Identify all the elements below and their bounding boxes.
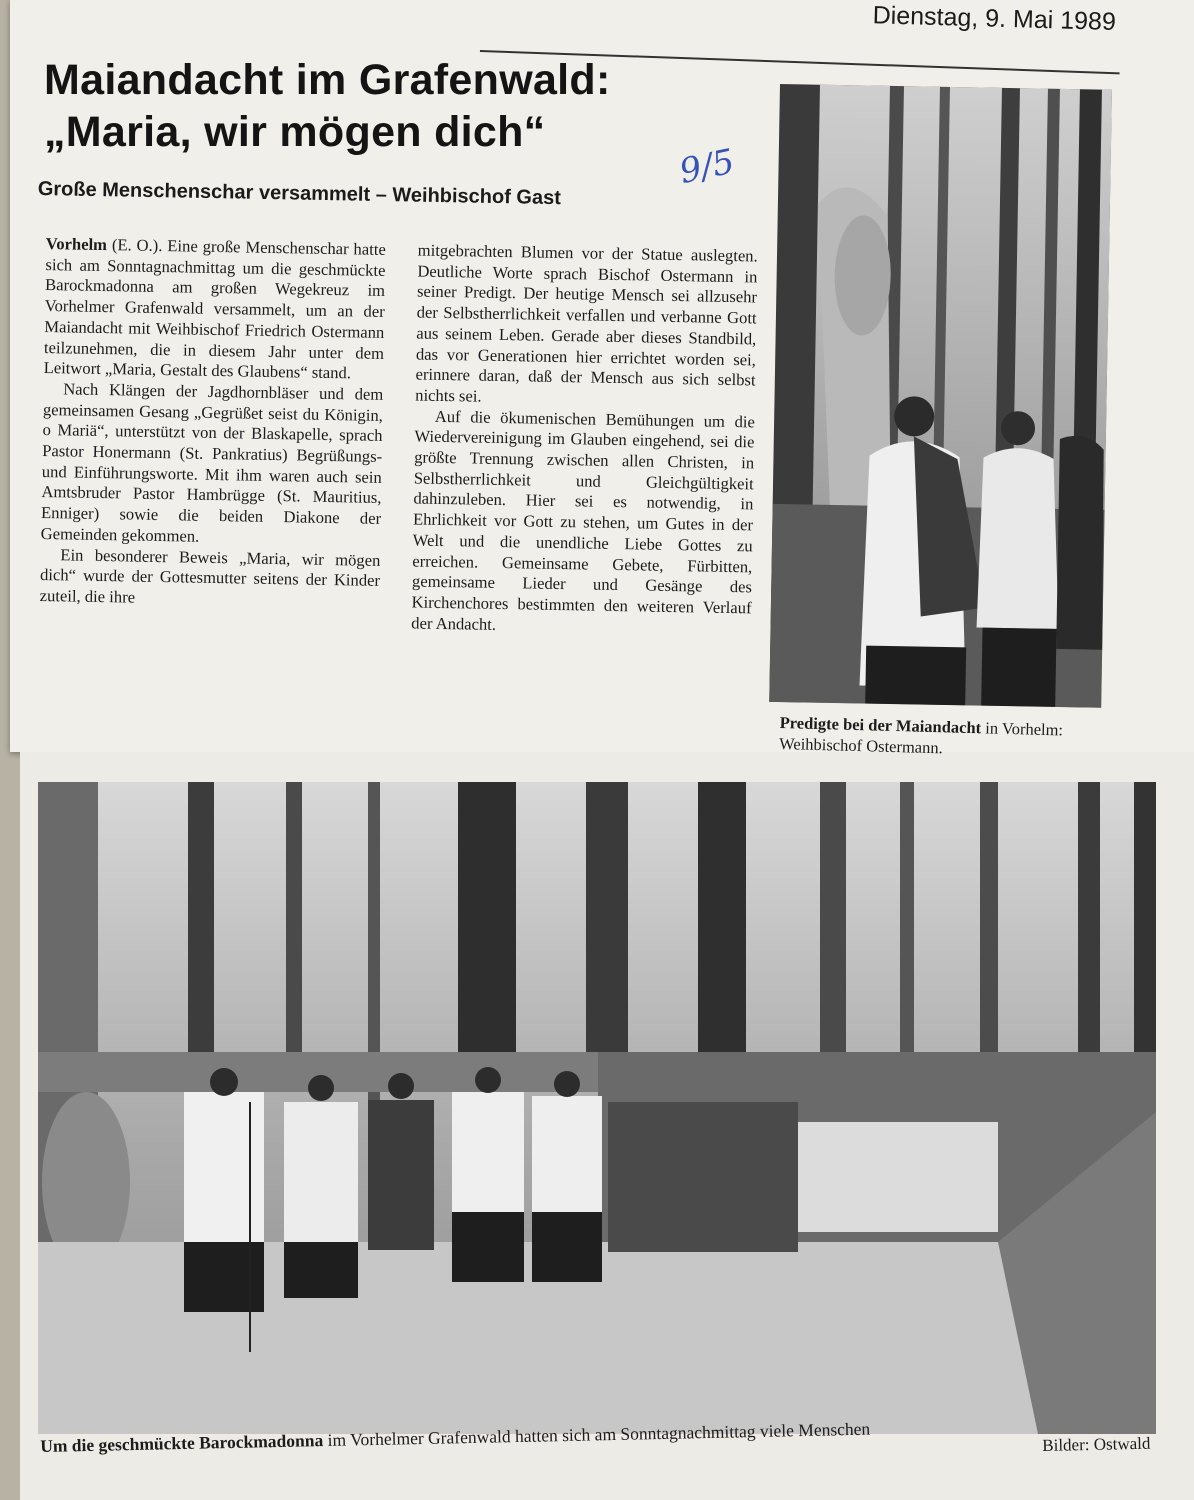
photo-sermon-image <box>769 84 1112 708</box>
photo-crowd-image <box>38 782 1156 1434</box>
photo-sermon-caption <box>779 712 1120 763</box>
dateline: Vorhelm <box>45 234 108 255</box>
article-paragraph: Auf die ökumenischen Bemühungen um die Wiedervereinigung im Glauben eingehend, sei die größte Trennung zwischen allen Christen, in Selbstherrlichkeit und Gleichgültigkeit dahinzuleben. Hier sei es notwendig, in Ehrlichkeit vor Gott zu stehen, um Gutes in der Welt und die unendliche Liebe Gottes zu erreichen. Gemeinsame Gebete, Fürbitten, gemeinsame Lieder und Gesänge des Kirchenchores bestimmten den weiteren Verlauf der Andacht. <box>411 406 756 634</box>
caption-text: in Vorhelm: Weihbischof Ostermann. <box>778 718 1064 758</box>
handwritten-note-text: 9/5 <box>676 141 738 193</box>
article-paragraph: Ein besonderer Beweis „Maria, wir mögen dich“ wurde der Gottesmutter seitens der Kinder zuteil, die ihre <box>39 544 381 607</box>
headline-line-1: Maiandacht im Grafenwald: <box>44 56 611 104</box>
headline-line-2: „Maria, wir mögen dich“ <box>44 108 546 156</box>
caption-bold: Predigte bei der Maiandacht <box>779 712 982 738</box>
paragraph-text: (E. O.). Eine große Menschenschar hatte sich am Sonntagnachmittag um die geschmückte Barockmadonna am großen Wegekreuz im Vorhelmer Grafenwald versammelt, um an der Maiandacht mit Weihbischof Friedrich Ostermann teilzunehmen, die in diesem Jahr unter dem Leitwort „Maria, Gestalt des Glaubens“ stand. <box>43 235 386 383</box>
subheadline: Große Menschenschar versammelt – Weihbischof Gast <box>37 178 562 210</box>
photo-crowd <box>38 782 1156 1434</box>
caption-bold: Um die geschmückte Barockmadonna <box>40 1430 324 1456</box>
article-paragraph: mitgebrachten Blumen vor der Statue auslegten. Deutliche Worte sprach Bischof Ostermann in seiner Predigt. Der heutige Mensch sei allzusehr der Selbstherrlichkeit verfallen und verbanne Gott aus seinem Leben. Gerade aber dieses Standbild, das vor Generationen hier errichtet worden sei, erinnere daran, daß der Mensch aus sich selbst nichts sei. <box>415 240 758 406</box>
headline <box>44 54 784 158</box>
article-paragraph: Nach Klängen der Jagdhornbläser und dem gemeinsamen Gesang „Gegrüßet seist du Königin, o Mariä“, unterstützt von der Blaskapelle, sprach Pastor Honermann (St. Pankratius) Begrüßungs- und Einführungsworte. Mit ihm waren auch sein Amtsbruder Pastor Hambrügge (St. Mauritius, Enniger) sowie die beiden Diakone der Gemeinden gekommen. <box>40 379 384 546</box>
article-column-2 <box>409 240 758 748</box>
article-body <box>37 234 758 748</box>
masthead-date: Dienstag, 9. Mai 1989 <box>872 1 1116 36</box>
caption-text: im Vorhelmer Grafenwald hatten sich am Sonntagnachmittag viele Menschen <box>323 1418 871 1451</box>
photo-credit: Bilder: Ostwald <box>1042 1433 1151 1456</box>
article-column-1 <box>37 234 386 742</box>
photo-sermon <box>769 84 1112 708</box>
article-paragraph <box>43 234 385 385</box>
